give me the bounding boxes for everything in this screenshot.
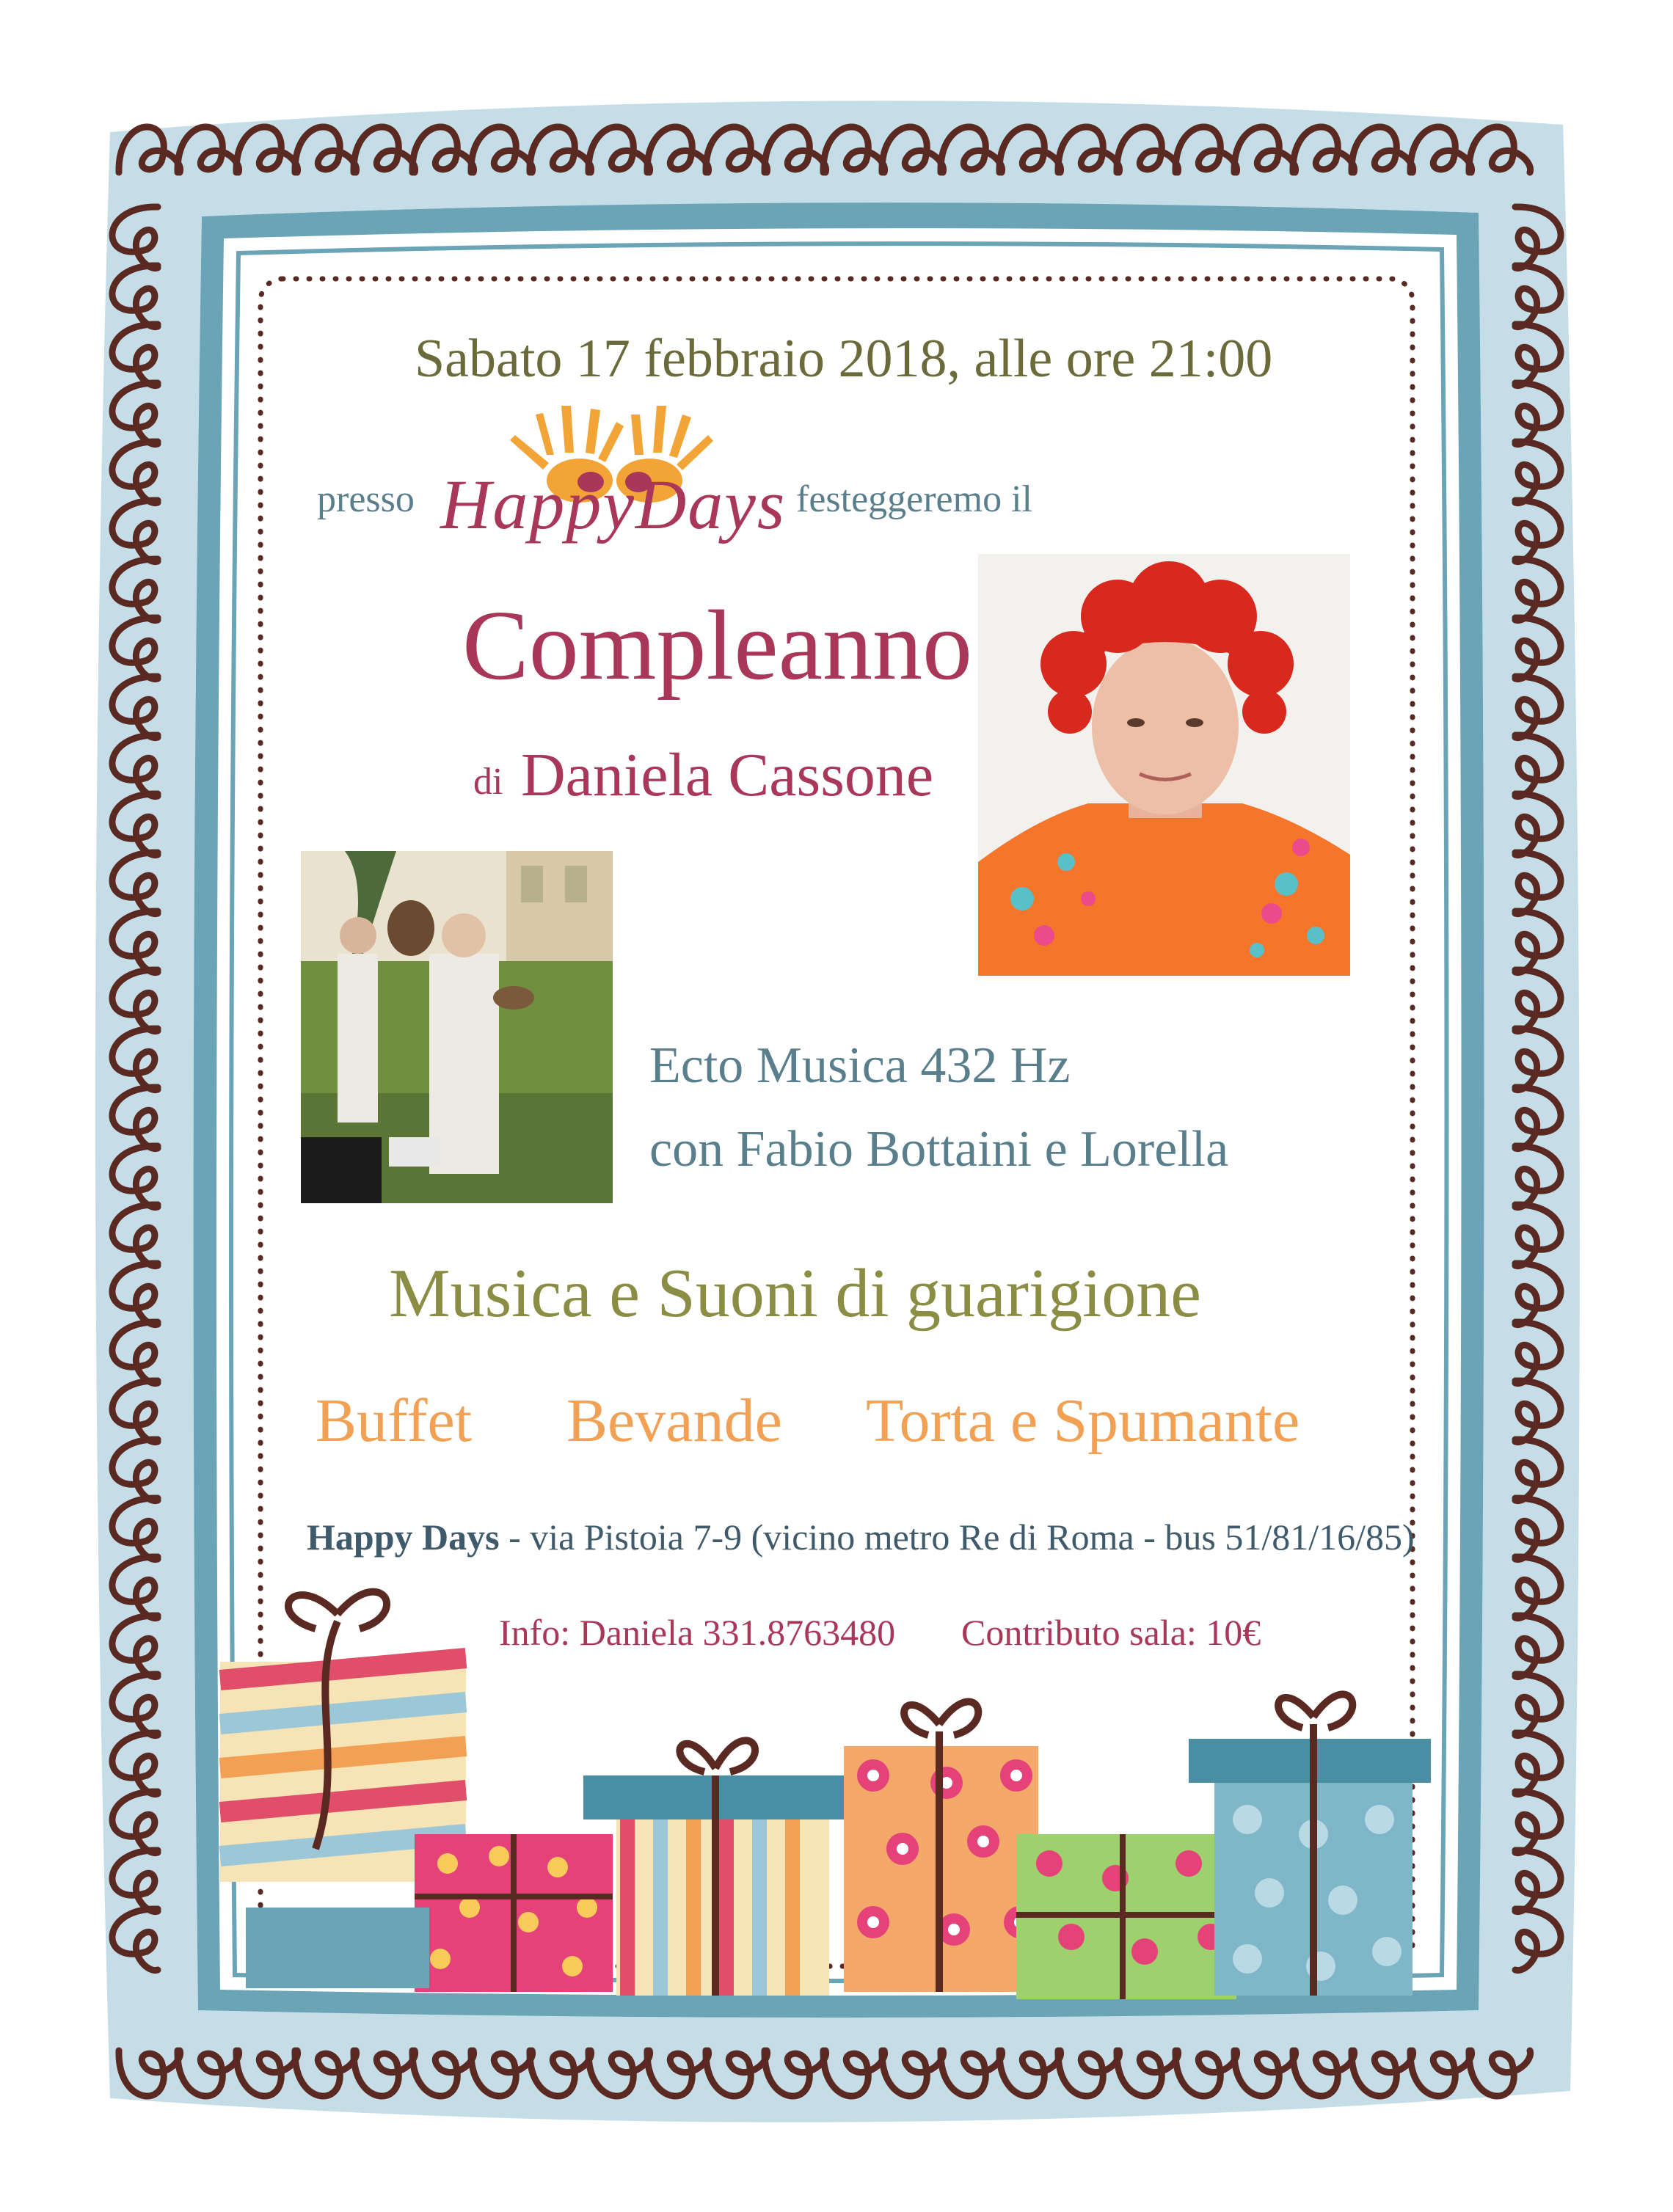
happy-days-logo — [440, 400, 787, 547]
gift-blue-striped — [583, 1740, 851, 1996]
contributo: Contributo sala: 10€ — [961, 1612, 1261, 1653]
address-details: - via Pistoia 7-9 (vicino metro Re di Roma - bus 51/81/16/85) — [499, 1516, 1415, 1558]
offer-bevande: Bevande — [566, 1387, 782, 1455]
logo-text: HappyDays — [440, 465, 787, 544]
honoree-name: Daniela Cassone — [521, 741, 934, 809]
address-venue: Happy Days — [307, 1516, 500, 1558]
offer-torta: Torta e Spumante — [866, 1387, 1300, 1455]
info-contact: Info: Daniela 331.8763480 — [499, 1612, 896, 1653]
portrait-photo — [978, 554, 1350, 976]
ecto-line-2: con Fabio Bottaini e Lorella — [649, 1121, 1229, 1178]
gift-blue-polka — [1189, 1694, 1431, 1996]
gift-orange-circles — [844, 1701, 1038, 1992]
di-label: di — [473, 761, 503, 803]
portrait-illustration — [978, 554, 1350, 976]
event-title: Compleanno — [462, 591, 973, 701]
gift-green-flowers — [1016, 1834, 1236, 1999]
offer-buffet: Buffet — [316, 1387, 473, 1455]
musica-heading: Musica e Suoni di guarigione — [389, 1255, 1201, 1332]
ecto-line-1: Ecto Musica 432 Hz — [649, 1037, 1071, 1094]
event-date: Sabato 17 febbraio 2018, alle ore 21:00 — [415, 329, 1273, 389]
presso-label: presso — [317, 478, 415, 520]
address — [307, 1516, 1415, 1558]
musicians-illustration — [301, 851, 613, 1203]
gift-polka-pink — [415, 1834, 613, 1992]
music-photo — [301, 851, 613, 1203]
festeggeremo-label: festeggeremo il — [796, 478, 1032, 520]
